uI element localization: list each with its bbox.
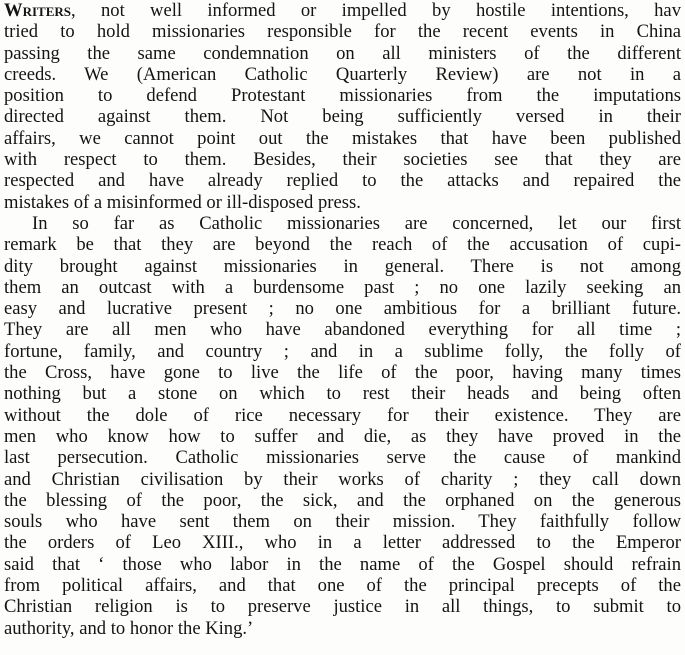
- line-text: the orders of Leo XIII., who in a letter addressed to the Emperor: [4, 532, 681, 554]
- text-line: [4, 149, 681, 170]
- text-line: [4, 405, 681, 426]
- line-text: from political affairs, and that one of the principal precepts of the: [4, 575, 681, 597]
- text-line: [4, 319, 681, 340]
- line-text: fortune, family, and country ; and in a sublime folly, the folly of: [4, 340, 681, 362]
- line-text: easy and lucrative present ; no one ambitious for a brilliant future.: [4, 298, 681, 320]
- line-text: , not well informed or impelled by hostile intentions, hav: [71, 0, 681, 21]
- line-text: Christian religion is to preserve justice in all things, to submit to: [4, 596, 681, 618]
- text-line: [4, 0, 681, 21]
- text-line: [4, 362, 681, 383]
- line-text: directed against them. Not being sufficiently versed in their: [4, 106, 681, 128]
- line-text: said that ‘ those who labor in the name of the Gospel should refrain: [4, 553, 681, 575]
- text-line: [4, 128, 681, 149]
- line-text: men who know how to suffer and die, as they have proved in the: [4, 425, 681, 447]
- line-text: In so far as Catholic missionaries are concerned, let our first: [32, 212, 681, 234]
- text-line: [4, 64, 681, 85]
- text-line: [4, 575, 681, 596]
- line-text: authority, and to honor the King.’: [4, 617, 254, 639]
- line-text: affairs, we cannot point out the mistakes that have been published: [4, 127, 681, 149]
- line-text: position to defend Protestant missionaries from the imputations: [4, 85, 681, 107]
- line-text: dity brought against missionaries in general. There is not among: [4, 255, 681, 277]
- text-line: [4, 192, 681, 213]
- text-line: [4, 511, 681, 532]
- text-line: [4, 106, 681, 127]
- text-line: [4, 490, 681, 511]
- line-text: mistakes of a misinformed or ill-disposed press.: [4, 191, 361, 213]
- line-text: tried to hold missionaries responsible for the recent events in China: [4, 21, 681, 43]
- text-line: [4, 213, 681, 234]
- text-line: [4, 554, 681, 575]
- text-line: [4, 426, 681, 447]
- text-line: [4, 43, 681, 64]
- text-line: [4, 618, 681, 639]
- text-line: [4, 85, 681, 106]
- text-line: [4, 341, 681, 362]
- line-text: and Christian civilisation by their works of charity ; they call down: [4, 468, 681, 490]
- text-line: [4, 532, 681, 553]
- line-text: without the dole of rice necessary for their existence. They are: [4, 404, 681, 426]
- line-text: respected and have already replied to the attacks and repaired the: [4, 170, 681, 192]
- line-text: souls who have sent them on their mission. They faithfully follow: [4, 511, 681, 533]
- line-text: them an outcast with a burdensome past ; no one lazily seeking an: [4, 276, 681, 298]
- lead-word: Writers: [4, 0, 72, 21]
- text-line: [4, 469, 681, 490]
- line-text: with respect to them. Besides, their societies see that they are: [4, 149, 681, 171]
- article-text: [4, 0, 681, 639]
- line-text: the Cross, have gone to live the life of the poor, having many times: [4, 362, 681, 384]
- text-line: [4, 234, 681, 255]
- line-text: creeds. We (American Catholic Quarterly Review) are not in a: [4, 63, 681, 85]
- text-line: [4, 277, 681, 298]
- text-line: [4, 256, 681, 277]
- text-line: [4, 298, 681, 319]
- line-text: passing the same condemnation on all ministers of the different: [4, 42, 681, 64]
- text-line: [4, 21, 681, 42]
- line-text: They are all men who have abandoned everything for all time ;: [4, 319, 681, 341]
- line-text: the blessing of the poor, the sick, and the orphaned on the generous: [4, 489, 681, 511]
- line-text: last persecution. Catholic missionaries serve the cause of mankind: [4, 447, 681, 469]
- text-line: [4, 447, 681, 468]
- text-line: [4, 170, 681, 191]
- line-text: nothing but a stone on which to rest their heads and being often: [4, 383, 681, 405]
- text-line: [4, 596, 681, 617]
- text-line: [4, 383, 681, 404]
- line-text: remark be that they are beyond the reach of the accusation of cupi-: [4, 234, 681, 256]
